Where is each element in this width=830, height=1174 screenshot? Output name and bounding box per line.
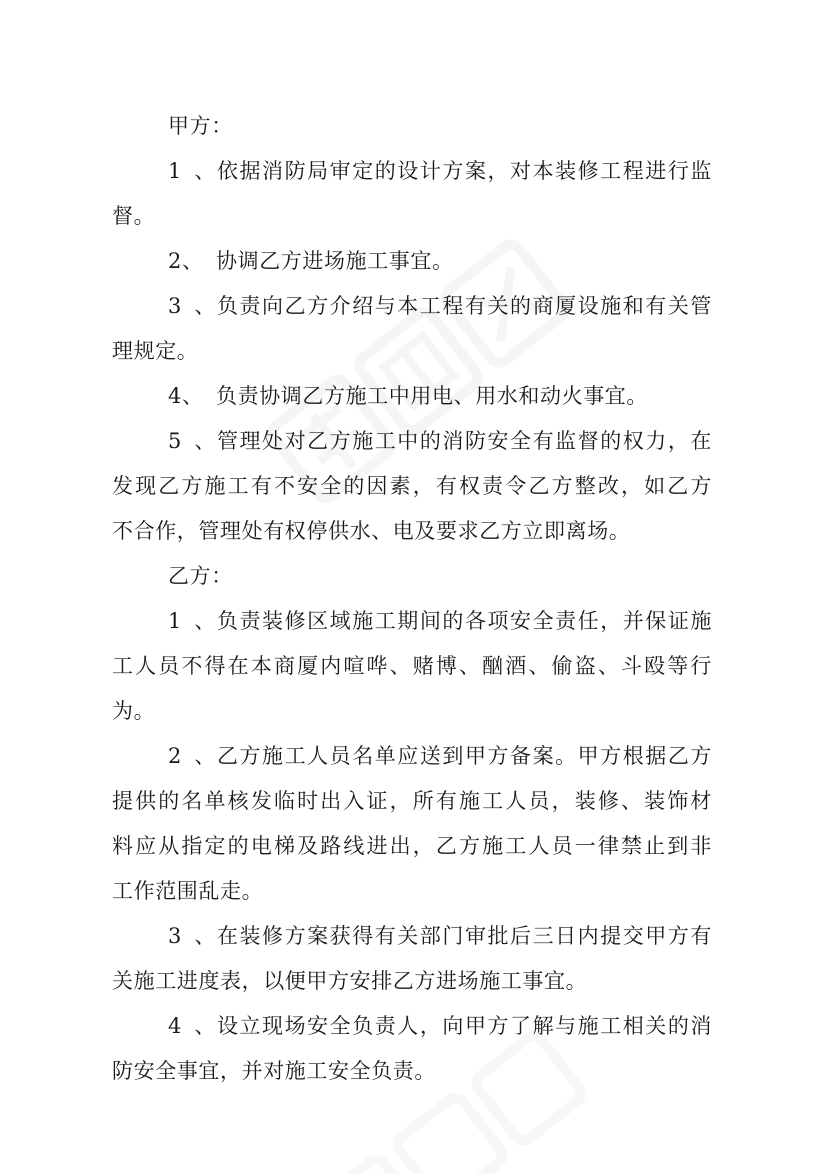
party-a-item-4-line-1: 4、 负责协调乙方施工中用电、用水和动火事宜。 — [112, 374, 712, 419]
party-b-item-1-line-3: 为。 — [112, 699, 156, 723]
party-b-item-2-line-1: 2、乙方施工人员名单应送到甲方备案。甲方根据乙方 — [112, 734, 712, 779]
party-b-item-1-line-1: 1、负责装修区域施工期间的各项安全责任，并保证施 — [112, 599, 712, 644]
item-number: 2、 — [168, 744, 216, 768]
party-b-item-2-line-3: 料应从指定的电梯及路线进出，乙方施工人员一律禁止到非 — [112, 834, 712, 858]
item-number: 3、 — [168, 294, 216, 318]
party-b-item-1-line-2: 工人员不得在本商厦内喧哗、赌博、酗酒、偷盗、斗殴等行 — [112, 654, 712, 678]
party-b-item-3-line-2: 关施工进度表，以便甲方安排乙方进场施工事宜。 — [112, 969, 588, 993]
party-a-item-3-line-1: 3、负责向乙方介绍与本工程有关的商厦设施和有关管 — [112, 284, 712, 329]
party-a-item-5-line-3: 不合作，管理处有权停供水、电及要求乙方立即离场。 — [112, 519, 631, 543]
party-a-item-5-line-1: 5、管理处对乙方施工中的消防安全有监督的权力，在 — [112, 419, 712, 464]
party-a-item-5-line-2: 发现乙方施工有不安全的因素，有权责令乙方整改，如乙方 — [112, 474, 712, 498]
party-a-item-1-line-2: 督。 — [112, 204, 156, 228]
item-number: 3、 — [168, 924, 216, 948]
item-number: 5、 — [168, 429, 216, 453]
item-number: 4、 — [168, 1014, 216, 1038]
party-a-heading: 甲方： — [168, 114, 233, 138]
party-b-heading: 乙方： — [168, 564, 233, 588]
party-b-item-2-line-2: 提供的名单核发临时出入证，所有施工人员，装修、装饰材 — [112, 789, 712, 813]
party-b-item-4-line-2: 防安全事宜，并对施工安全负责。 — [112, 1059, 436, 1083]
item-number: 2、 — [168, 249, 204, 273]
party-a-item-3-line-2: 理规定。 — [112, 339, 199, 363]
item-number: 1、 — [168, 609, 216, 633]
party-a-item-2-line-1: 2、 协调乙方进场施工事宜。 — [112, 239, 712, 284]
party-b-item-4-line-1: 4、设立现场安全负责人，向甲方了解与施工相关的消 — [112, 1004, 712, 1049]
party-b-item-2-line-4: 工作范围乱走。 — [112, 879, 264, 903]
document-body — [112, 104, 712, 1094]
item-number: 4、 — [168, 384, 204, 408]
item-number: 1、 — [168, 159, 216, 183]
party-b-item-3-line-1: 3、在装修方案获得有关部门审批后三日内提交甲方有 — [112, 914, 712, 959]
party-a-item-1-line-1: 1、依据消防局审定的设计方案，对本装修工程进行监 — [112, 149, 712, 194]
